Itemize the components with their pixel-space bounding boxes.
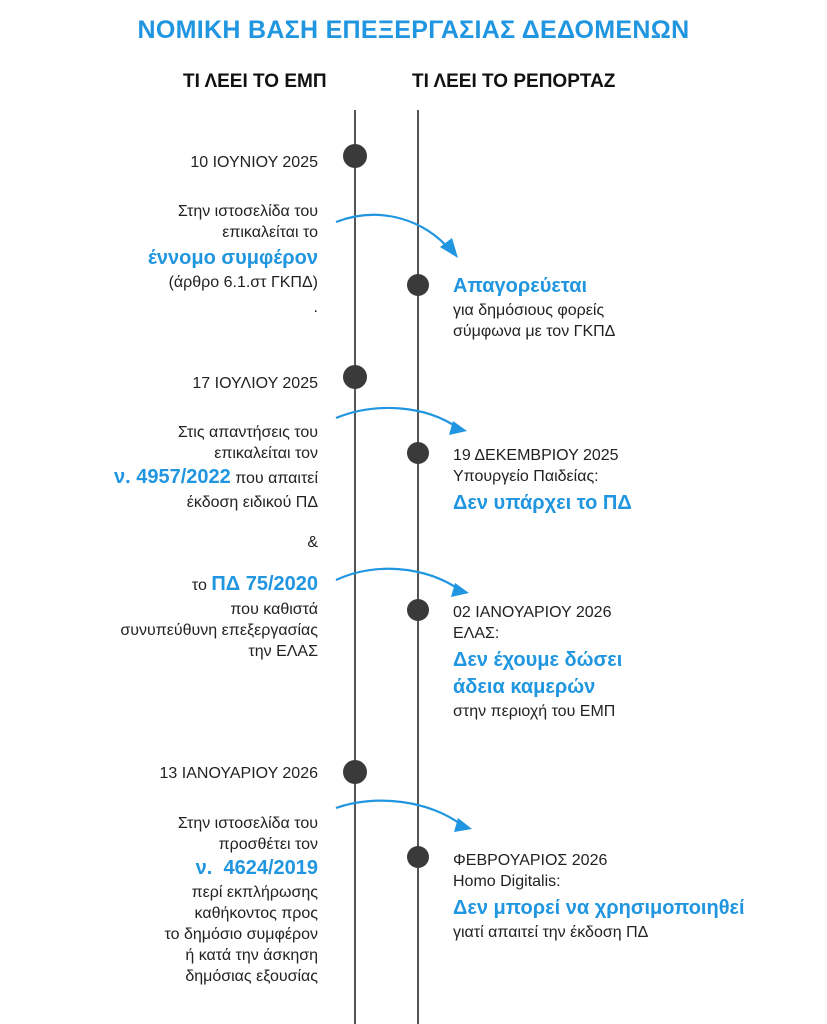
event-date: 17 ΙΟΥΛΙΟΥ 2025 <box>192 375 318 392</box>
event-date: 10 ΙΟΥΝΙΟΥ 2025 <box>190 154 318 171</box>
highlight-text: Δεν υπάρχει το ΠΔ <box>453 492 632 514</box>
left-event-1 <box>190 152 318 173</box>
event-date: 02 ΙΑΝΟΥΑΡΙΟΥ 2026 <box>453 604 612 621</box>
left-event-3-text <box>165 813 318 987</box>
page-title: ΝΟΜΙΚΗ ΒΑΣΗ ΕΠΕΞΕΡΓΑΣΙΑΣ ΔΕΔΟΜΕΝΩΝ <box>137 16 690 44</box>
event-text: Στην ιστοσελίδα του <box>177 203 318 220</box>
arrow-4 <box>336 801 463 826</box>
highlight-text: ν. 4957/2022 <box>113 466 231 488</box>
event-text: (άρθρο 6.1.στ ΓΚΠΔ) <box>168 274 318 291</box>
event-text: το δημόσιο συμφέρον <box>164 926 318 943</box>
highlight-text: έννομο συμφέρον <box>147 247 318 269</box>
left-event-1-text <box>148 201 318 318</box>
left-column-heading: ΤΙ ΛΕΕΙ ΤΟ ΕΜΠ <box>183 71 327 92</box>
event-date: ΦΕΒΡΟΥΑΡΙΟΣ 2026 <box>453 852 608 869</box>
event-text: που καθιστά <box>230 601 318 618</box>
event-text: προσθέτει τον <box>218 836 318 853</box>
event-text: σύμφωνα με τον ΓΚΠΔ <box>453 323 616 340</box>
ampersand: & <box>307 534 318 551</box>
left-event-2 <box>192 373 318 394</box>
right-event-2 <box>453 445 632 517</box>
right-event-3 <box>453 602 622 722</box>
event-text: για δημόσιους φορείς <box>453 302 605 319</box>
event-text: δημόσιας εξουσίας <box>185 968 318 985</box>
event-text: επικαλείται τον <box>214 445 318 462</box>
event-text: Υπουργείο Παιδείας: <box>453 468 599 485</box>
event-text: έκδοση ειδικού ΠΔ <box>186 494 318 511</box>
arrow-3 <box>336 569 460 590</box>
event-text: που απαιτεί <box>230 470 318 487</box>
event-text: γιατί απαιτεί την έκδοση ΠΔ <box>453 924 649 941</box>
right-event-4 <box>453 850 745 943</box>
right-column-heading: ΤΙ ΛΕΕΙ ΤΟ ΡΕΠΟΡΤΑΖ <box>412 71 616 92</box>
event-date: 13 ΙΑΝΟΥΑΡΙΟΥ 2026 <box>159 765 318 782</box>
arrow-2 <box>336 408 458 428</box>
highlight-text: άδεια καμερών <box>453 676 596 698</box>
arrow-1 <box>336 215 450 250</box>
event-text: Στην ιστοσελίδα του <box>177 815 318 832</box>
event-text: καθήκοντος προς <box>194 905 318 922</box>
event-text: Στις απαντήσεις του <box>177 424 318 441</box>
event-text: ή κατά την άσκηση <box>185 947 318 964</box>
event-text-mixed <box>114 571 318 599</box>
event-text: στην περιοχή του ΕΜΠ <box>453 703 616 720</box>
event-date: 19 ΔΕΚΕΜΒΡΙΟΥ 2025 <box>453 447 619 464</box>
right-event-1 <box>453 273 615 342</box>
event-text: Homo Digitalis: <box>453 873 561 890</box>
event-text: το <box>191 577 212 594</box>
event-text: συνυπεύθυνη επεξεργασίας <box>120 622 318 639</box>
left-event-2-text <box>114 422 318 662</box>
event-text: περί εκπλήρωσης <box>191 884 318 901</box>
highlight-text: Δεν έχουμε δώσει <box>453 649 623 671</box>
highlight-text: ν. 4624/2019 <box>195 857 318 879</box>
highlight-text: ΠΔ 75/2020 <box>211 573 318 595</box>
highlight-text: Δεν μπορεί να χρησιμοποιηθεί <box>453 897 745 919</box>
event-text: επικαλείται το <box>222 224 318 241</box>
event-text-mixed <box>114 464 318 492</box>
left-event-3 <box>160 763 318 784</box>
event-text: ΕΛΑΣ: <box>453 625 500 642</box>
event-text: . <box>313 299 318 316</box>
event-text: την ΕΛΑΣ <box>248 643 318 660</box>
highlight-text: Απαγορεύεται <box>453 275 588 297</box>
